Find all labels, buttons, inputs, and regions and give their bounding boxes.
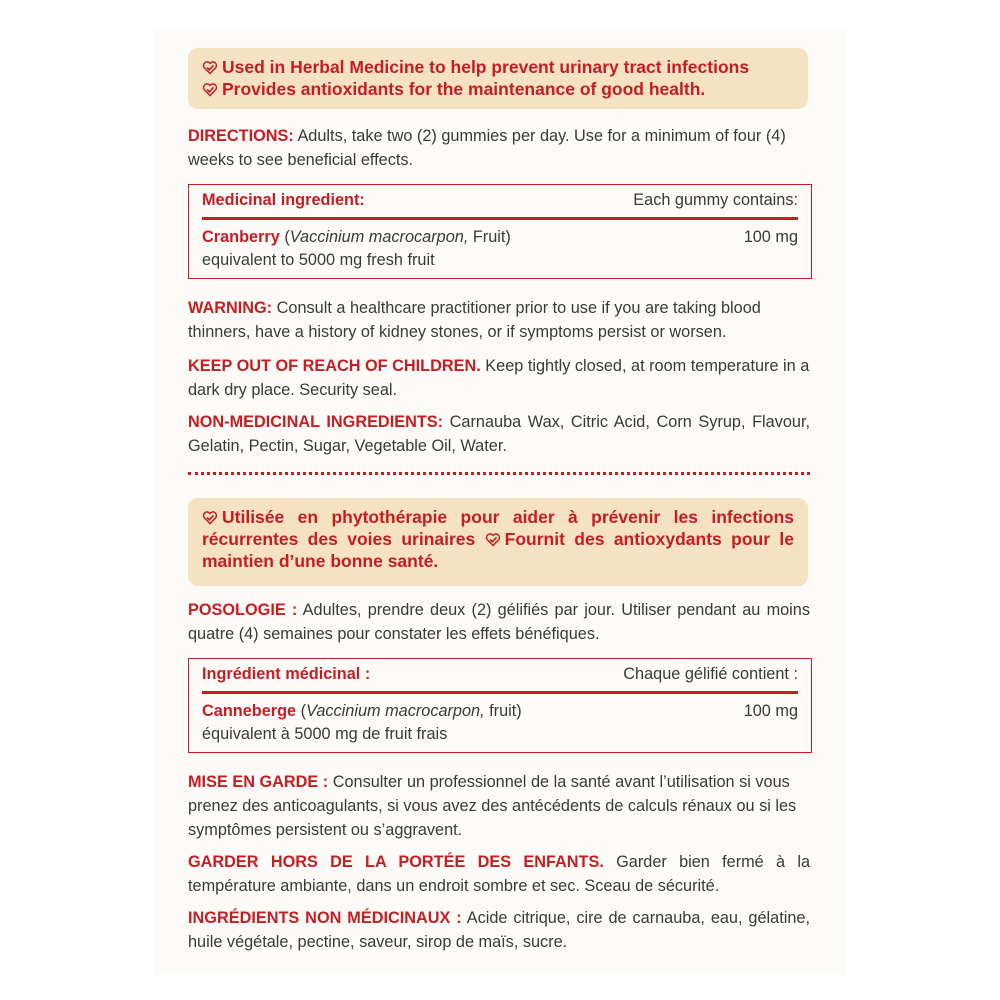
ingredient-amount: 100 mg <box>743 702 798 720</box>
table-row <box>202 700 798 723</box>
keep-text: Keep tightly closed, at room temperature in a dark dry place. Security seal. <box>188 357 810 399</box>
ingredient-name: Canneberge <box>202 702 297 720</box>
warning-label: WARNING: <box>188 299 273 317</box>
nonmed-text: Acide citrique, cire de carnauba, eau, gélatine, huile végétale, pectine, saveur, sirop de maïs, sucre. <box>188 909 810 951</box>
table-header-right: Chaque gélifié contient : <box>623 665 798 683</box>
ingredient-equivalent: equivalent to 5000 mg fresh fruit <box>202 251 435 269</box>
warning-fr <box>188 770 810 842</box>
warning-en <box>188 296 810 344</box>
nonmed-en <box>188 410 810 458</box>
ingredient-latin: Vaccinium macrocarpon, <box>289 228 469 246</box>
table-header-left: Ingrédient médicinal : <box>202 665 371 683</box>
warning-text: Consulter un professionnel de la santé avant l’utilisation si vous prenez des anticoagulants, si vous avez des antécédents de calculs rénaux ou si les symptômes persistent ou s’aggravent. <box>188 773 797 839</box>
nonmed-fr <box>188 906 810 954</box>
posologie-fr <box>188 598 810 646</box>
directions-en <box>188 124 810 172</box>
warning-text: Consult a healthcare practitioner prior to use if you are taking blood thinners, have a history of kidney stones, or if symptoms persist or worsen. <box>188 299 761 341</box>
keep-label: KEEP OUT OF REACH OF CHILDREN. <box>188 357 481 375</box>
claims-box-fr <box>188 498 808 586</box>
heart-check-icon <box>485 528 501 550</box>
keep-text: Garder bien fermé à la température ambiante, dans un endroit sombre et sec. Sceau de sécurité. <box>188 853 810 895</box>
ingredient-table-en <box>188 184 812 279</box>
ingredient-line <box>202 700 522 723</box>
table-header <box>202 189 798 220</box>
claim-text: Provides antioxidants for the maintenance of good health. <box>222 79 706 99</box>
ingredient-equivalent: équivalent à 5000 mg de fruit frais <box>202 725 448 743</box>
claim-fr-2: Fournit des antioxydants pour le maintien d’une bonne santé. <box>202 529 794 571</box>
nonmed-label: INGRÉDIENTS NON MÉDICINAUX : <box>188 909 462 927</box>
ingredient-amount: 100 mg <box>743 228 798 246</box>
claim-fr-1: Utilisée en phytothérapie pour aider à prévenir les infections récurrentes des voies urinaires <box>202 507 794 549</box>
claims-box-en <box>188 48 808 109</box>
directions-label: DIRECTIONS: <box>188 127 294 145</box>
keep-label: GARDER HORS DE LA PORTÉE DES ENFANTS. <box>188 853 604 871</box>
ingredient-table-fr <box>188 658 812 753</box>
ingredient-latin: Vaccinium macrocarpon, <box>306 702 485 720</box>
table-header <box>202 663 798 694</box>
ingredient-paren: ( <box>296 702 307 720</box>
heart-check-icon <box>202 78 218 100</box>
ingredient-part: Fruit) <box>468 228 511 246</box>
ingredient-part: fruit) <box>484 702 522 720</box>
claim-en-1 <box>202 56 794 78</box>
posologie-label: POSOLOGIE : <box>188 601 298 619</box>
keep-out-fr <box>188 850 810 898</box>
table-row <box>202 226 798 249</box>
section-divider <box>188 472 810 475</box>
table-header-right: Each gummy contains: <box>633 191 798 209</box>
ingredient-name: Cranberry <box>202 228 280 246</box>
ingredient-paren: ( <box>279 228 290 246</box>
table-header-left: Medicinal ingredient: <box>202 191 365 209</box>
directions-text: Adults, take two (2) gummies per day. Use for a minimum of four (4) weeks to see beneficial effects. <box>188 127 786 169</box>
posologie-text: Adultes, prendre deux (2) gélifiés par jour. Utiliser pendant au moins quatre (4) semaines pour constater les effets bénéfiques. <box>188 601 810 643</box>
claim-text: Used in Herbal Medicine to help prevent urinary tract infections <box>222 57 750 77</box>
keep-out-en <box>188 354 810 402</box>
ingredient-line <box>202 226 511 249</box>
heart-check-icon <box>202 506 218 528</box>
warning-label: MISE EN GARDE : <box>188 773 329 791</box>
heart-check-icon <box>202 56 218 78</box>
nonmed-label: NON-MEDICINAL INGREDIENTS: <box>188 413 444 431</box>
claim-en-2 <box>202 78 794 100</box>
nonmed-text: Carnauba Wax, Citric Acid, Corn Syrup, Flavour, Gelatin, Pectin, Sugar, Vegetable Oil, Water. <box>188 413 810 455</box>
